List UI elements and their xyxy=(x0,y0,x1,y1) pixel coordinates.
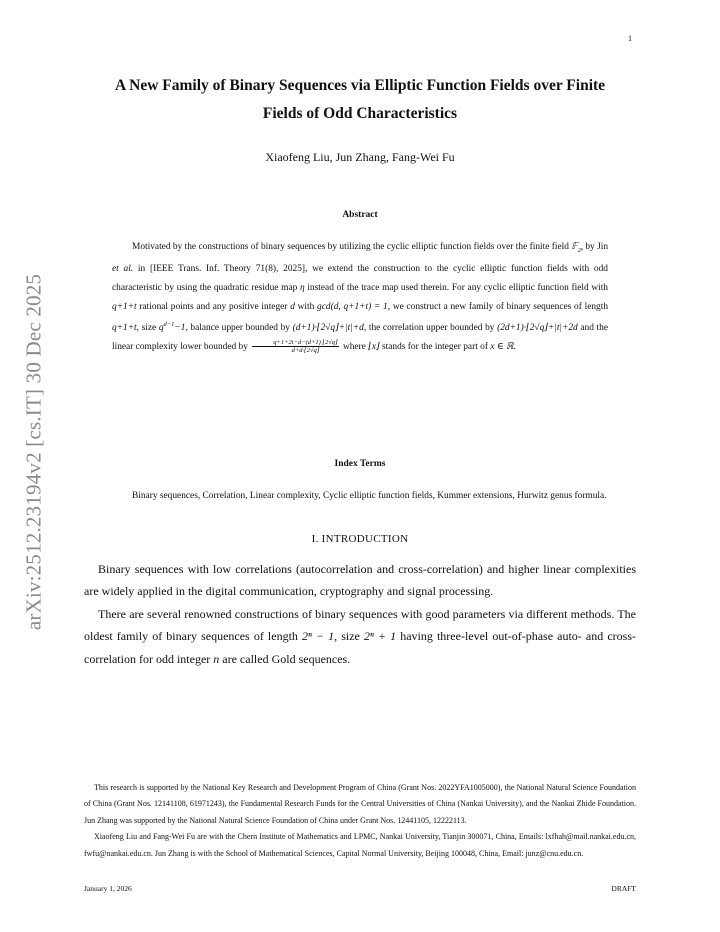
arxiv-identifier: arXiv:2512.23194v2 [cs.IT] 30 Dec 2025 xyxy=(21,273,46,631)
intro-paragraph-2: There are several renowned constructions of binary sequences with good parameters via different methods. The oldest family of binary sequences of length 2ⁿ − 1, size 2ⁿ + 1 having three-level out-of-phase auto- and cross-correlation for odd integer n are called Gold sequences. xyxy=(84,606,636,666)
funding-note: This research is supported by the National Key Research and Development Program of China (Grant Nos. 2022YFA1005000), the National Natural Science Foundation of China (Grant Nos. 12141108, 61971243), the Fundamental Research Funds for the Central Universities of China (Nankai University), and the Nankai Zhide Foundation. Jun Zhang was supported by the National Natural Science Foundation of China under Grant Nos. 12441105, 12222113. xyxy=(84,783,636,825)
introduction-text xyxy=(84,558,636,670)
footer-date: January 1, 2026 xyxy=(84,884,132,893)
paper-title xyxy=(84,72,636,128)
abstract-text: Motivated by the constructions of binary sequences by utilizing the cyclic elliptic function fields over the finite field 𝔽$_{2^n}$ by Jin et al. in [IEEE Trans. Inf. Theory 71(8), 2025], we extend the construction to the cyclic elliptic function fields with odd characteristic by using the quadratic residue map η instead of the trace map used therein. For any cyclic elliptic function field with q+1+t rational points and any positive integer d with gcd(d, q+1+t) = 1, we construct a new family of binary sequences of length q+1+t, size $q^{d-1}-1$, balance upper bounded by (d+1)·⌊2√q⌋+|t|+d, the correlation upper bounded by (2d+1)·⌊2√q⌋+|t|+2d and the linear complexity lower bounded by $\frac{q+1+2t-d-(d+1)\cdot⌊2√q⌋}{d+d\cdot⌊2√q⌋}$ where ⌊x⌋ stands for the integer part of x ∈ ℝ. xyxy=(112,242,609,355)
title-line-2: Fields of Odd Characteristics xyxy=(262,105,458,122)
footnote xyxy=(84,780,636,862)
intro-paragraph-1: Binary sequences with low correlations (autocorrelation and cross-correlation) and higher linear complexities are widely applied in the digital communication, cryptography and signal processing. xyxy=(84,562,636,599)
abstract-heading: Abstract xyxy=(342,210,378,220)
index-terms-text: Binary sequences, Correlation, Linear complexity, Cyclic elliptic function fields, Kummer extensions, Hurwitz genus formula. xyxy=(132,491,607,501)
title-line-1: A New Family of Binary Sequences via Elliptic Function Fields over Finite xyxy=(114,77,606,94)
page-number: 1 xyxy=(628,34,632,43)
footer-status: DRAFT xyxy=(611,884,636,893)
affiliation-note: Xiaofeng Liu and Fang-Wei Fu are with the Chern Institute of Mathematics and LPMC, Nankai University, Tianjin 300071, China, Emails: lxfhah@mail.nankai.edu.cn, fwfu@nankai.edu.cn. Jun Zhang is with the School of Mathematical Sciences, Capital Normal University, Beijing 100048, China, Email: junz@cnu.edu.cn. xyxy=(84,832,636,858)
introduction-heading: I. INTRODUCTION xyxy=(311,533,409,545)
author-list: Xiaofeng Liu, Jun Zhang, Fang-Wei Fu xyxy=(265,150,455,164)
arxiv-sidebar xyxy=(4,262,64,642)
linear-complexity-fraction: $\frac{q+1+2t-d-(d+1)\cdot⌊2√q⌋}{d+d\cdot⌊2√q⌋}$ xyxy=(252,339,338,354)
index-terms-heading: Index Terms xyxy=(334,459,386,469)
